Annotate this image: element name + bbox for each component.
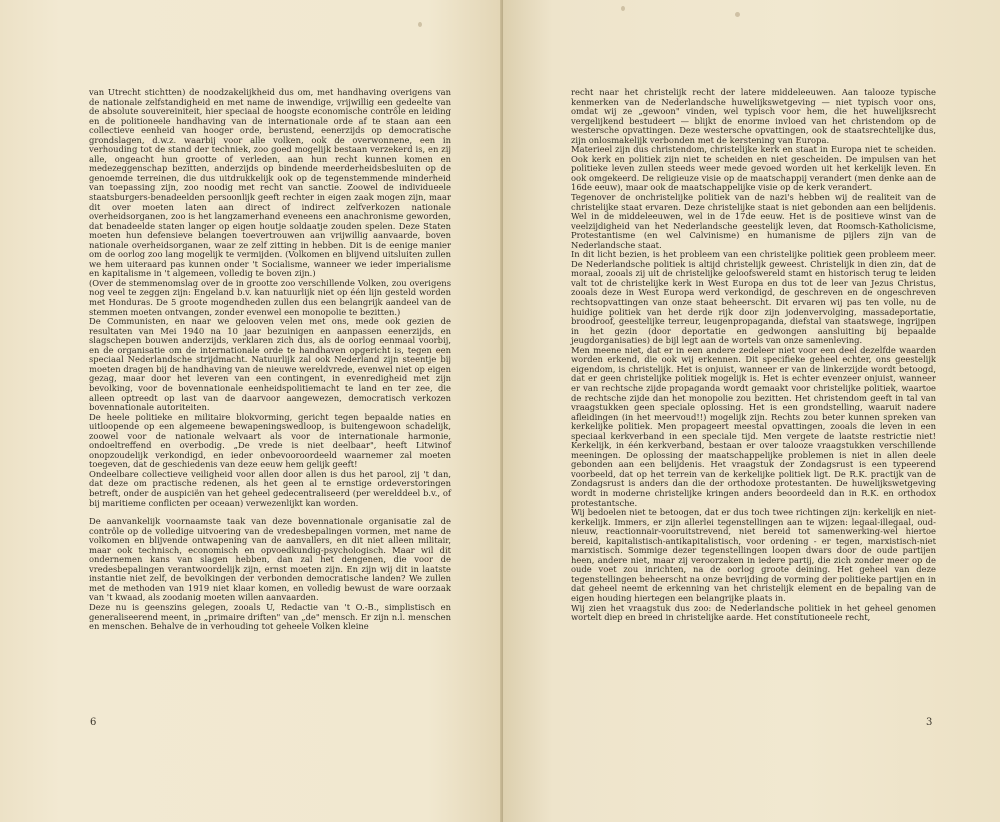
- paragraph: Ondeelbare collectieve veiligheid voor allen door allen is dus het parool, zij 't dan, dat deze om practische redenen, als het geen al te ernstige ordeverstoringen betreft, onder de auspiciën van het geheel gedecentraliseerd (per werelddeel b.v., of bij maritieme conflicten per oceaan) verwezenlijkt kan worden.: [89, 468, 451, 508]
- paragraph: van Utrecht stichtten) de noodzakelijkheid dus om, met handhaving overigens van de nationale zelfstandigheid en met name de inwendige, vrijwillig een gedeelte van de absolute souvereiniteit, hier speciaal de hoogste economische contrôle en leiding en de politioneele handhaving van de internationale orde af te staan aan een collectieve eenheid van hooger orde, berustend, eenerzijds op democratische grondslagen, d.w.z. waarbij voor alle volken, ook de overwonnene, een in verhouding tot de stand der techniek, zoo goed mogelijk bestaan verzekerd is, en zij alle, ongeacht hun grootte of verleden, aan hun recht kunnen komen en medezeggenschap bezitten, anderzijds op bindende meerderheidsbesluiten op de genoemde terreinen, die dus uitdrukkelijk ook op de tegenstemmende minderheid van toepassing zijn, zoo noodig met recht van sanctie. Zoowel de individueele staatsburgers-benadeelden persoonlijk geeft rechter in eigen zaak mogen zijn, maar dit over moeten laten aan direct of indirect zelfverkozen nationale overheidsorganen, zoo is het langzamerhand eveneens een anachronisme geworden, dat benadeelde staten langer op eigen houtje soldaatje zouden spelen. Deze Staten moeten hun defensieve belangen toevertrouwen aan vrijwillig aanvaarde, boven nationale overheidsorganen, waar ze zelf zitting in hebben. Dit is de eenige manier om de oorlog zoo lang mogelijk te vermijden. (Volkomen en blijvend uitsluiten zullen we hem uiteraard pas kunnen onder 't Socialisme, wanneer we ieder imperialisme en kapitalisme in 't algemeen, volledig te boven zijn.): [89, 87, 451, 279]
- paragraph: De heele politieke en militaire blokvorming, gericht tegen bepaalde naties en uitloopende op een algemeene bewapeningswedloop, is buitengewoon schadelijk, zoowel voor de nationale welvaart als voor de internationale harmonie, ondoeltreffend en overbodig. „De vrede is niet deelbaar", heeft Litwinof onopzoudelijk verkondigd, en ieder onbevooroordeeld waarnemer zal moeten toegeven, dat de geschiedenis van deze eeuw hem gelijk geeft!: [89, 411, 451, 470]
- right-text-column: [571, 88, 936, 623]
- paragraph: recht naar het christelijk recht der latere middeleeuwen. Aan talooze typische kenmerken van de Nederlandsche huwelijkswetgeving — niet typisch voor ons, omdat wij ze „gewoon" vinden, wel typisch voor hem, die het huwelijksrecht vergelijkend bestudeert — blijkt de enorme invloed van het christendom op de westersche opvattingen. Deze westersche opvattingen, ook de staatsrechtelijke dus, zijn onlosmakelijk verbonden met de kerstening van Europa.: [571, 87, 936, 145]
- left-text-column: [89, 88, 451, 632]
- paragraph: De Communisten, en naar we gelooven velen met ons, mede ook gezien de resultaten van Mei 1940 na 10 jaar bezuinigen en aanpassen eenerzijds, en slagschepen bouwen anderzijds, verklaren zich dus, als de oorlog eenmaal voorbij, en de organisatie om de internationale orde te handhaven opgericht is, tegen een speciaal Nederlandsche strijdmacht. Natuurlijk zal ook Nederland zijn steentje bij moeten dragen bij de handhaving van de nieuwe wereldvrede, evenwel niet op eigen gezag, maar door het leveren van een contingent, in evenredigheid met zijn bevolking, voor de bovennationale eenheidspolitiemacht te land en ter zee, die alleen optreedt op last van de daarvoor aangewezen, democratisch verkozen bovennationale autoriteiten.: [89, 316, 451, 413]
- paragraph: Tegenover de onchristelijke politiek van de nazi's hebben wij de realiteit van de christelijke staat ervaren. Deze christelijke staat is niet gebonden aan een belijdenis. Wel in de middeleeuwen, wel in de 17de eeuw. Het is de positieve winst van de veelzijdigheid van het Nederlandsche geestelijk leven, dat Roomsch-Katholicisme, Protestantisme (en wel Calvinisme) en humanisme de pijlers zijn van de Nederlandsche staat.: [571, 192, 936, 250]
- paragraph: Deze nu is geenszins gelegen, zooals U, Redactie van 't O.-B., simplistisch en generaliseerend meent, in „primaire driften" van „de" mensch. Er zijn n.l. menschen en menschen. Behalve de in verhouding tot geheele Volken kleine: [89, 601, 451, 632]
- ink-spot: [735, 12, 740, 17]
- paragraph: Materieel zijn dus christendom, christelijke kerk en staat in Europa niet te scheiden. Ook kerk en politiek zijn niet te scheiden en niet gescheiden. De impulsen van het politieke leven zullen steeds weer mede gevoed worden uit het kerkelijk leven. En ook omgekeerd. De religieuze visie op de maatschappij verandert (men denke aan de 16de eeuw), maar ook de maatschappelijke visie op de kerk verandert.: [571, 144, 936, 193]
- ink-spot: [621, 6, 625, 11]
- paragraph: Wij zien het vraagstuk dus zoo: de Nederlandsche politiek in het geheel genomen wortelt diep en breed in christelijke aarde. Het constitutioneele recht,: [571, 602, 936, 623]
- page-number: 6: [90, 717, 97, 728]
- right-page: [503, 0, 1000, 822]
- paragraph: In dit licht bezien, is het probleem van een christelijke politiek geen probleem meer. De Nederlandsche politiek is altijd christelijk geweest. Christelijk in dien zin, dat de moraal, zooals zij uit de christelijke geloofswereld stamt en historisch terug te leiden valt tot de christelijke kerk in West Europa en dus tot de leer van Jezus Christus, zooals deze in West Europa werd verkondigd, de geschreven en de ongeschreven rechtsopvattingen van onze staat beheerscht. Dit ervaren wij pas ten volle, nu de huidige politiek van het derde rijk door zijn jodenvervolging, massadeportatie, broodroof, geestelijke terreur, leugenpropaganda, diefstal van staatswege, ingrijpen in het gezin (door deportatie en gedwongen aansluiting bij bepaalde jeugdorganisaties) de bijl legt aan de wortels van onze samenleving.: [571, 249, 936, 346]
- ink-spot: [418, 22, 422, 27]
- paragraph: (Over de stemmenomslag over de in grootte zoo verschillende Volken, zou overigens nog veel te zeggen zijn: Engeland b.v. kan natuurlijk niet op één lijn gesteld worden met Honduras. De 5 groote mogendheden zullen dus een belangrijk aandeel van de stemmen moeten ontvangen, zonder evenwel een monopolie te bezitten.): [89, 277, 451, 317]
- page-number: 3: [926, 717, 933, 728]
- paragraph: Wij bedoelen niet te betoogen, dat er dus toch twee richtingen zijn: kerkelijk en niet-kerkelijk. Immers, er zijn allerlei tegenstellingen aan te wijzen: legaal-illegaal, oud-nieuw, reactionnair-vooruitstrevend, niet bereid tot samenwerking-wel hiertoe bereid, kapitalistisch-antikapitalistisch, voor ordening - er tegen, marxistisch-niet marxistisch. Sommige dezer tegenstellingen loopen dwars door de oude partijen heen, andere niet, maar zij veroorzaken in iedere partij, die zich zonder meer op de oude voet zou inrichten, na de oorlog groote deining. Het geheel van deze tegenstellingen beheerscht na onze bevrijding de vorming der politieke partijen en in dat geheel neemt de erkenning van het christelijk element en de bepaling van de eigen houding hiertegen een belangrijke plaats in.: [571, 507, 936, 603]
- paragraph: De aanvankelijk voornaamste taak van deze bovennationale organisatie zal de contrôle op de volledige uitvoering van de vredesbepalingen vormen, met name de volkomen en blijvende ontwapening van de aanvallers, en dit niet alleen militair, maar ook technisch, economisch en opvoedkundig-psychologisch. Maar wil dit ondernemen kans van slagen hebben, dan zal het dengenen, die voor de vredesbepalingen verantwoordelijk zijn, ernst moeten zijn. En zijn wij dit in laatste instantie niet zelf, de bevolkingen der verbonden democratische landen? We zullen met de methoden van 1919 niet klaar komen, en volledig bewust de ware oorzaak van 't kwaad, als zoodanig moeten willen aanvaarden.: [89, 516, 451, 603]
- paragraph: Men meene niet, dat er in een andere zedeleer niet voor een deel dezelfde waarden worden erkend, die ook wij erkennen. Dit specifieke geheel echter, ons geestelijk eigendom, is christelijk. Het is onjuist, wanneer er van de linkerzijde wordt betoogd, dat er geen christelijke politiek mogelijk is. Het is echter evenzeer onjuist, wanneer er van rechtsche zijde propaganda wordt gemaakt voor christelijke politiek, waartoe de rechtsche zijde dan het monopolie zou bezitten. Het christendom geeft in tal van vraagstukken geen speciale oplossing. Het is een grondstelling, waaruit nadere afleidingen (in het meervoud!!) mogelijk zijn. Rechts zou beter kunnen spreken van kerkelijke politiek. Men propageert meestal opvattingen, zooals die leven in een speciaal kerkverband in een speciale tijd. Men vergete de laatste restrictie niet! Kerkelijk, in één kerkverband, bestaan er over talooze vraagstukken verschillende meeningen. De oplossing der maatschappelijke problemen is niet in allen deele gebonden aan een belijdenis. Het vraagstuk der Zondagsrust is een typeerend voorbeeld, dat op het terrein van de kerkelijke politiek ligt. De R.K. practijk van de Zondagsrust is anders dan die der orthodoxe protestanten. De huwelijkswetgeving wordt in moderne christelijke kringen anders beoordeeld dan in R.K. en orthodox protestantsche.: [571, 344, 936, 508]
